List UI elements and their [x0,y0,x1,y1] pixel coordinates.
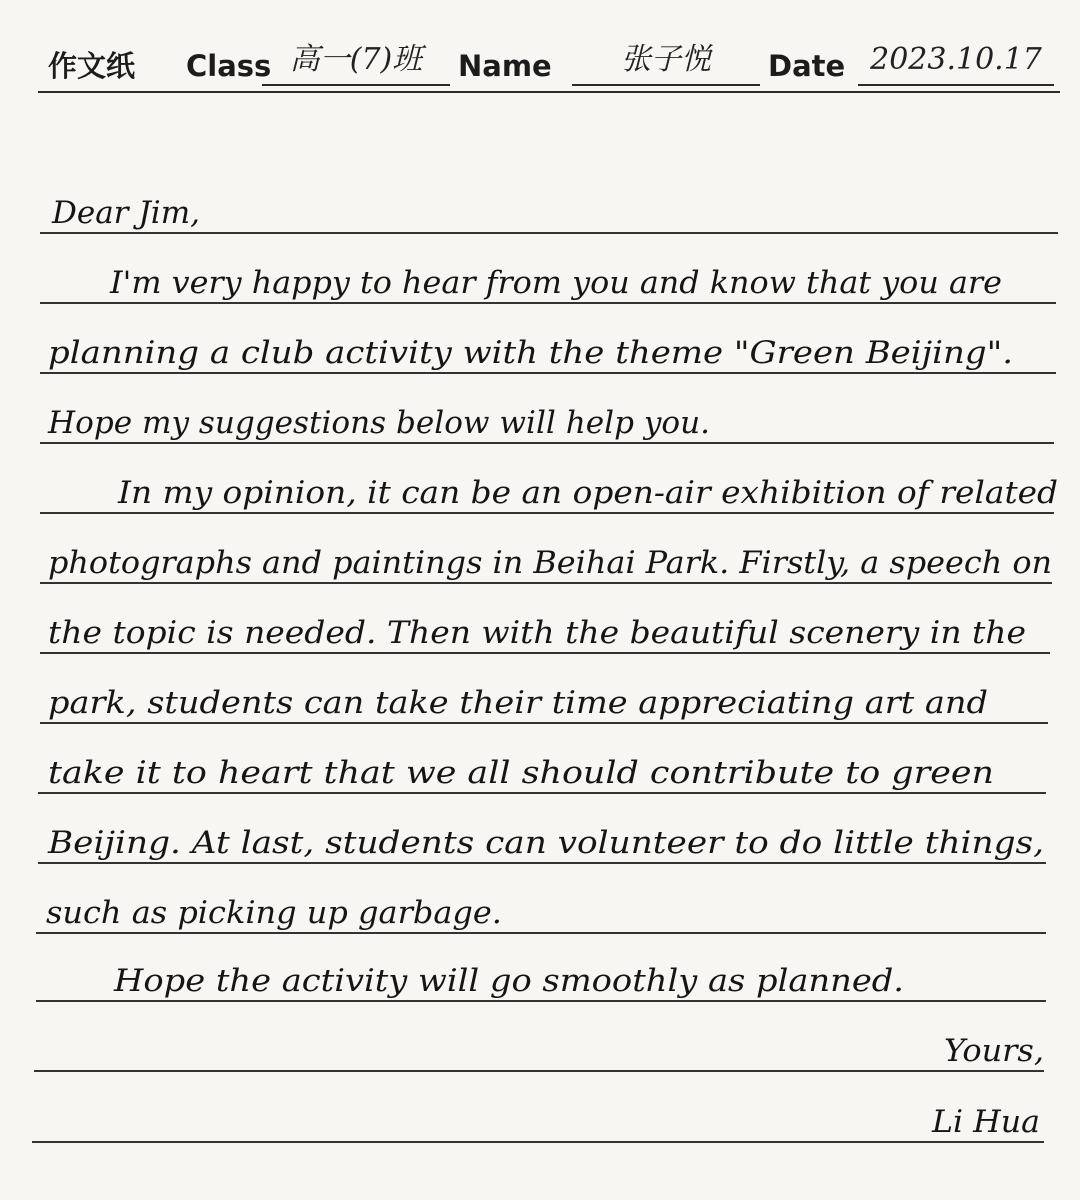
letter-line: such as picking up garbage. [46,895,502,931]
letter-line: I'm very happy to hear from you and know that you are [110,265,1002,301]
letter-line: park, students can take their time appreciating art and [48,685,989,721]
class-label: Class [186,49,272,83]
class-value: 高一(7)班 [289,42,423,77]
signature: Li Hua [932,1104,1041,1140]
letter-line: take it to heart that we all should contribute to green [48,755,994,791]
name-value: 张子悦 [621,42,711,77]
paper-label: 作文纸 [48,49,136,83]
letter-line: photographs and paintings in Beihai Park. Firstly, a speech on [48,545,1053,581]
ruled-line [34,1070,1044,1072]
letter-line: planning a club activity with the theme "Green Beijing". [48,335,1014,371]
letter-line: Hope the activity will go smoothly as planned. [114,963,905,999]
date-value: 2023.10.17 [870,42,1042,77]
letter-line: In my opinion, it can be an open-air exhibition of related [118,475,1059,511]
letter-line: Hope my suggestions below will help you. [48,405,711,441]
date-label: Date [768,49,846,83]
salutation: Dear Jim, [52,195,200,231]
ruled-line [32,1141,1044,1143]
closing: Yours, [944,1033,1045,1069]
letter-line: Beijing. At last, students can volunteer to do little things, [48,825,1044,861]
name-label: Name [458,49,552,83]
letter-line: the topic is needed. Then with the beautiful scenery in the [48,615,1027,651]
